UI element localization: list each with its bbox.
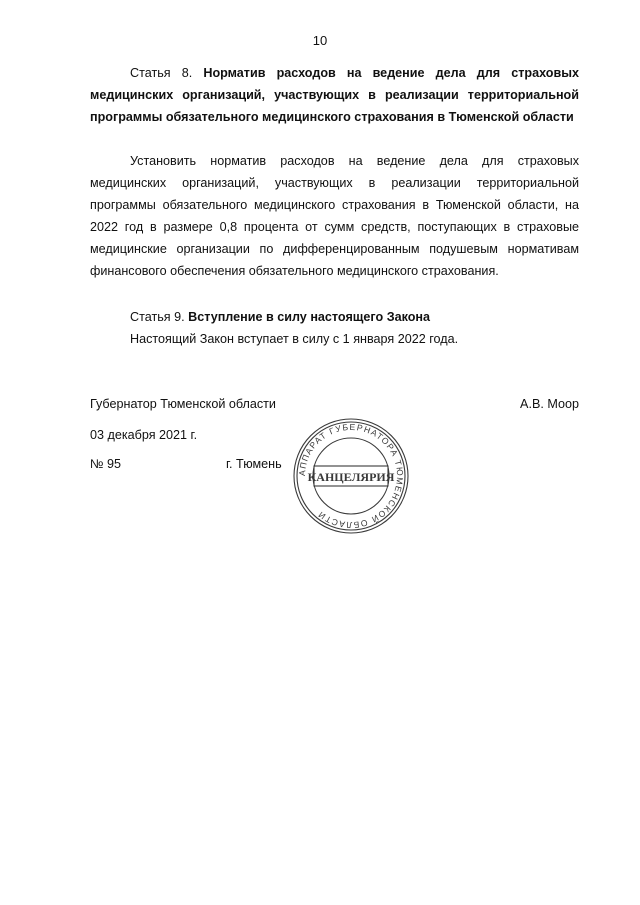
page-number: 10	[312, 33, 328, 48]
article-8-text: Установить норматив расходов на ведение дела для страховых медицинских организаций, участвующих в реализации территориальной программы обязательного медицинского страхования в Тюменской области, на 2022 год в размере 0,8 процента от сумм средств, поступающих в страховые медицинские организации по дифференцированным подушевым нормативам финансового обеспечения обязательного медицинского страхования.	[90, 154, 579, 278]
article-8-body	[90, 150, 579, 282]
stamp-seal	[289, 418, 413, 534]
article-9-text: Настоящий Закон вступает в силу с 1 января 2022 года.	[130, 332, 459, 346]
law-number: № 95	[90, 457, 122, 471]
stamp-center-text: КАНЦЕЛЯРИЯ	[307, 470, 395, 484]
article-8-label: Статья 8.	[130, 66, 193, 80]
article-9-heading	[90, 306, 579, 328]
article-8-heading	[90, 62, 579, 128]
article-8-title: Норматив расходов на ведение дела для страховых медицинских организаций, участвующих в реализации территориальной программы обязательного медицинского страхования в Тюменской области	[90, 66, 579, 124]
city: г. Тюмень	[226, 457, 282, 471]
signatory-name: А.В. Моор	[520, 397, 579, 411]
stamp-ring-text: АППАРАТ ГУБЕРНАТОРА ТЮМЕНСКОЙ ОБЛАСТИ	[296, 421, 406, 531]
signing-date: 03 декабря 2021 г.	[90, 428, 198, 442]
article-9-label: Статья 9.	[130, 310, 185, 324]
signature-row	[90, 397, 579, 415]
signatory-position: Губернатор Тюменской области	[90, 397, 276, 411]
article-9-title: Вступление в силу настоящего Закона	[188, 310, 431, 324]
official-stamp	[289, 418, 413, 534]
article-9-body	[90, 328, 579, 350]
